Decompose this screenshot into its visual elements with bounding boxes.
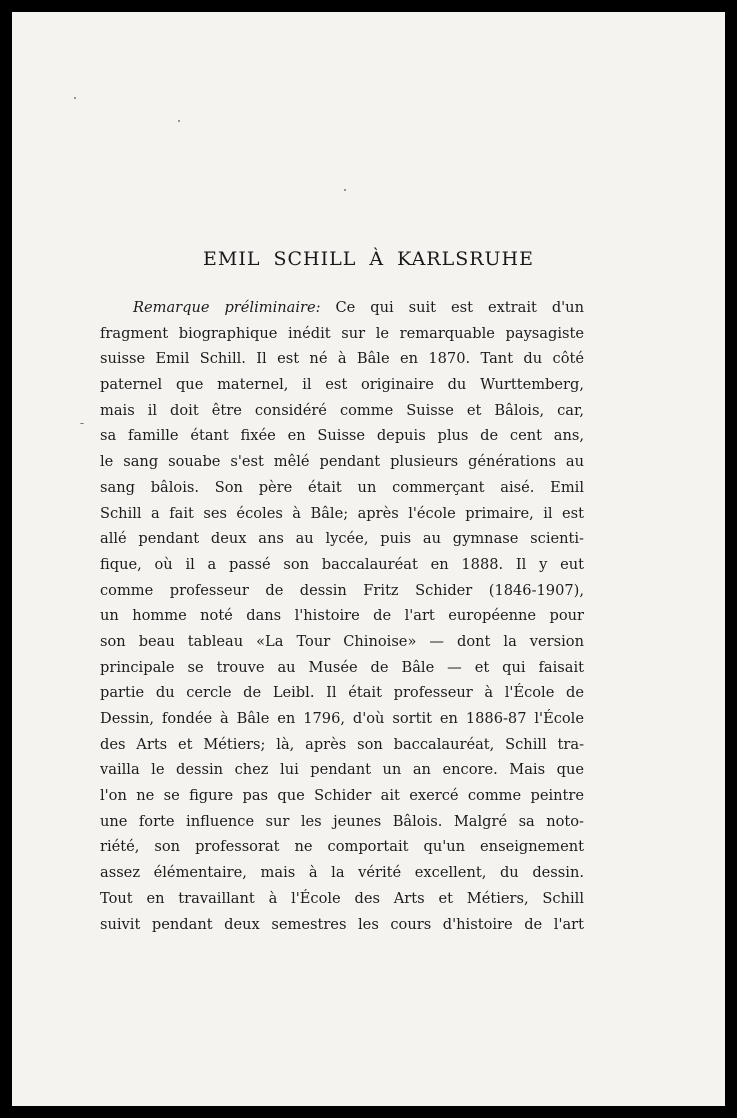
text-line: assez élémentaire, mais à la vérité excellent, du dessin. [100, 864, 584, 882]
text-line: fique, où il a passé son baccalauréat en 1888. Il y eut [100, 555, 584, 573]
text-line: sa famille étant fixée en Suisse depuis plus de cent ans, [100, 427, 584, 445]
chapter-title: EMIL SCHILL À KARLSRUHE [203, 248, 534, 270]
text-line: un homme noté dans l'histoire de l'art européenne pour [100, 607, 584, 625]
text-line: comme professeur de dessin Fritz Schider (1846-1907), [100, 581, 584, 599]
text-line: une forte influence sur les jeunes Bâlois. Malgré sa noto- [100, 812, 584, 830]
text-line: allé pendant deux ans au lycée, puis au gymnase scienti- [100, 530, 584, 548]
document-page [12, 12, 725, 1106]
paper-speck [344, 189, 346, 191]
paper-speck [80, 423, 84, 424]
text-line: suivit pendant deux semestres les cours d'histoire de l'art [100, 915, 584, 933]
text-line: fragment biographique inédit sur le remarquable paysagiste [100, 324, 584, 342]
text-line [100, 295, 584, 321]
text-line: paternel que maternel, il est originaire du Wurttemberg, [100, 376, 584, 394]
text-line: partie du cercle de Leibl. Il était professeur à l'École de [100, 684, 584, 702]
paper-speck [178, 120, 180, 122]
text-line: principale se trouve au Musée de Bâle — et qui faisait [100, 658, 584, 676]
text-line: des Arts et Métiers; là, après son baccalauréat, Schill tra- [100, 735, 584, 753]
text-line: sang bâlois. Son père était un commerçant aisé. Emil [100, 478, 584, 496]
body-paragraph [100, 295, 584, 937]
text-line: mais il doit être considéré comme Suisse et Bâlois, car, [100, 401, 584, 419]
text-line-content: Ce qui suit est extrait d'un [320, 299, 584, 316]
text-line: Schill a fait ses écoles à Bâle; après l'école primaire, il est [100, 504, 584, 522]
text-line: suisse Emil Schill. Il est né à Bâle en 1870. Tant du côté [100, 350, 584, 368]
text-line: le sang souabe s'est mêlé pendant plusieurs générations au [100, 453, 584, 471]
text-line: Dessin, fondée à Bâle en 1796, d'où sortit en 1886-87 l'École [100, 710, 584, 727]
text-line: Tout en travaillant à l'École des Arts et Métiers, Schill [100, 889, 584, 907]
text-line: son beau tableau «La Tour Chinoise» — dont la version [100, 632, 584, 650]
text-line: l'on ne se figure pas que Schider ait exercé comme peintre [100, 787, 584, 805]
intro-label: Remarque préliminaire: [133, 299, 321, 316]
text-line: vailla le dessin chez lui pendant un an encore. Mais que [100, 761, 584, 779]
paper-speck [74, 97, 76, 99]
text-line: riété, son professorat ne comportait qu'un enseignement [100, 838, 584, 856]
